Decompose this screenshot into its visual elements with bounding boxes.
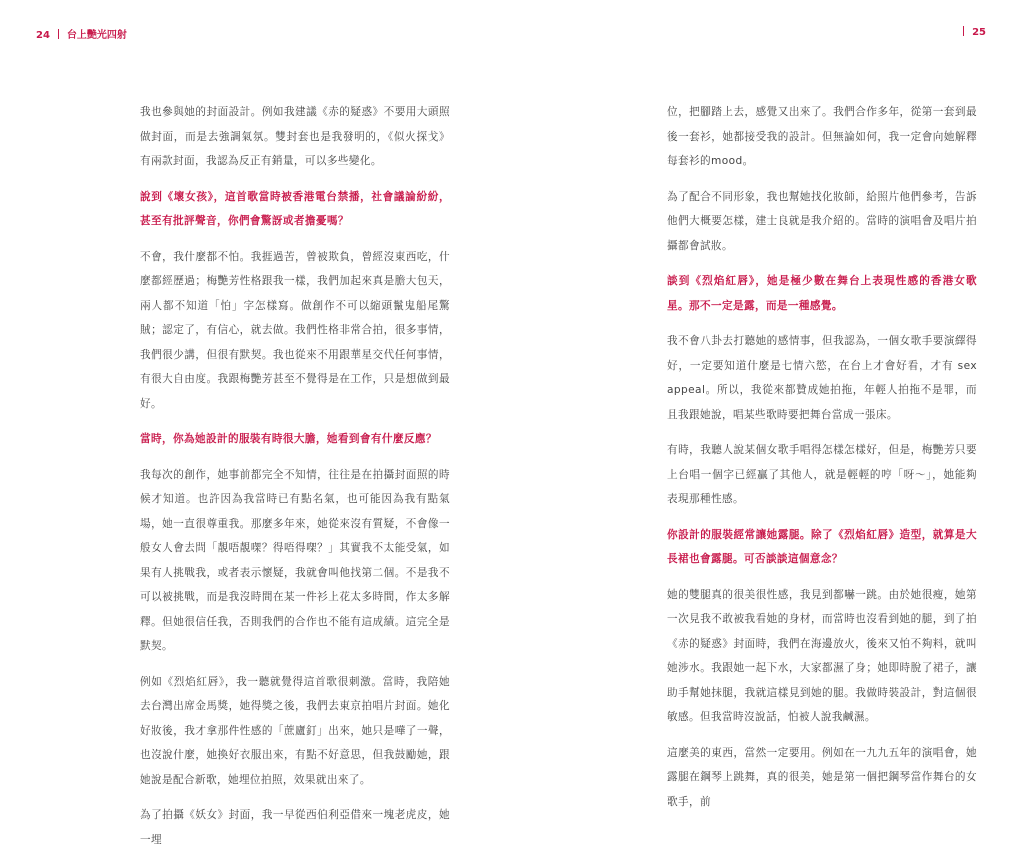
interview-answer: 有時，我聽人說某個女歌手唱得怎樣怎樣好，但是，梅艷芳只要上台唱一個字已經贏了其他人，就是輕輕的哼「呀～」，她能夠表現那種性感。	[667, 444, 977, 505]
interview-answer: 我每次的創作，她事前都完全不知情，往往是在拍攝封面照的時候才知道。也許因為我當時已有點名氣，也可能因為我有點氣場，她一直很尊重我。那麼多年來，她從來沒有質疑，不會像一般女人會去問「靚唔靚㗎？得唔得㗎？」其實我不太能受氣，如果有人挑戰我，或者表示懷疑，我就會叫他找第二個。不是我不可以被挑戰，而是我沒時間在某一件衫上花太多時間，作太多解釋。但她很信任我，否則我們的合作也不能有這成績。這完全是默契。	[140, 468, 450, 652]
interview-answer: 我也參與她的封面設計。例如我建議《赤的疑惑》不要用大頭照做封面，而是去強調氣氛。雙封套也是我發明的，《似火探戈》有兩款封面，我認為反正有銷量，可以多些變化。	[140, 106, 450, 167]
interview-question: 說到《壞女孩》，這首歌當時被香港電台禁播，社會議論紛紛，甚至有批評聲音，你們會驚訝或者擔憂嗎？	[140, 190, 450, 227]
interview-answer: 位，把腳踏上去，感覺又出來了。我們合作多年，從第一套到最後一套衫，她都接受我的設計。但無論如何，我一定會向她解釋每套衫的mood。	[667, 106, 977, 167]
interview-question: 談到《烈焰紅唇》，她是極少數在舞台上表現性感的香港女歌星。那不一定是露，而是一種感覺。	[667, 275, 977, 312]
running-title: 台上艷光四射	[66, 30, 127, 41]
left-page-header	[36, 26, 127, 41]
left-page-column	[140, 100, 450, 863]
interview-answer: 為了拍攝《妖女》封面，我一早從西伯利亞借來一塊老虎皮，她一埋	[140, 809, 450, 846]
header-divider	[963, 26, 964, 36]
interview-answer: 我不會八卦去打聽她的感情事，但我認為，一個女歌手要演繹得好，一定要知道什麼是七情六慾，在台上才會好看，才有 sex appeal。所以，我從來都贊成她拍拖，年輕人拍拖不是罪，而且我跟她說，唱某些歌時要把舞台當成一張床。	[667, 335, 977, 421]
header-divider	[58, 29, 59, 39]
interview-question: 你設計的服裝經常讓她露腿。除了《烈焰紅唇》造型，就算是大長裙也會露腿。可否談談這個意念？	[667, 528, 977, 565]
right-page-column	[667, 100, 977, 825]
interview-question: 當時，你為她設計的服裝有時很大膽，她看到會有什麼反應？	[140, 433, 437, 445]
interview-answer: 例如《烈焰紅唇》，我一聽就覺得這首歌很刺激。當時，我陪她去台灣出席金馬獎，她得獎之後，我們去東京拍唱片封面。她化好妝後，我才拿那件性感的「蔗廬釘」出來，她只是嘩了一聲，也沒說什麼，她換好衣服出來，有點不好意思，但我鼓勵她，跟她說是配合新歌，她埋位拍照，效果就出來了。	[140, 675, 450, 786]
right-page-number: 25	[972, 27, 986, 38]
interview-answer: 不會，我什麼都不怕。我捱過苦，曾被欺負，曾經沒東西吃，什麼都經歷過；梅艷芳性格跟我一樣，我們加起來真是膽大包天，兩人都不知道「怕」字怎樣寫。做創作不可以縮頭鬣鬼船尾驚賊；認定了，有信心，就去做。我們性格非常合拍，很多事情，我們很少講，但很有默契。我也從來不用跟華星交代任何事情，有很大自由度。我跟梅艷芳甚至不覺得是在工作，只是想做到最好。	[140, 250, 450, 410]
left-page-number: 24	[36, 30, 50, 41]
interview-answer: 她的雙腿真的很美很性感，我見到都嚇一跳。由於她很瘦，她第一次見我不敢被我看她的身材，而當時也沒看到她的腿，到了拍《赤的疑惑》封面時，我們在海邊放火，後來又怕不夠料，就叫她涉水。我跟她一起下水，大家都濕了身；她即時脫了裙子，讓助手幫她抹腿，我就這樣見到她的腿。我做時裝設計，對這個很敏感。但我當時沒說話，怕被人說我鹹濕。	[667, 588, 977, 723]
interview-answer: 這麼美的東西，當然一定要用。例如在一九九五年的演唱會，她露腿在鋼琴上跳舞，真的很美，她是第一個把鋼琴當作舞台的女歌手，前	[667, 746, 977, 808]
interview-answer: 為了配合不同形象，我也幫她找化妝師，給照片他們參考，告訴他們大概要怎樣，建士良就是我介紹的。當時的演唱會及唱片拍攝都會試妝。	[667, 190, 977, 252]
right-page-header	[955, 26, 986, 38]
